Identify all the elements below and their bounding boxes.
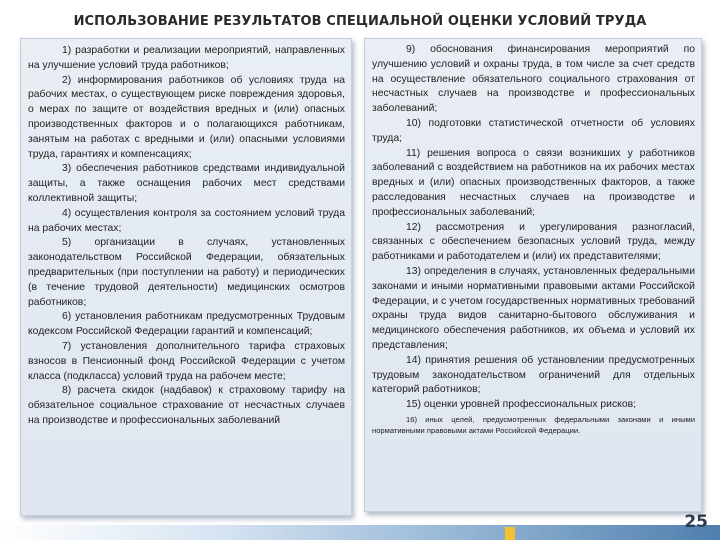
bottom-decor-bar	[0, 525, 720, 540]
list-item: 12) рассмотрения и урегулирования разногласий, связанных с обеспечением безопасных условий труда, между работниками и работодателем и (или) их представителями;	[372, 221, 695, 263]
left-text-panel	[20, 38, 352, 516]
right-text-panel	[364, 38, 702, 512]
list-item: 7) установления дополнительного тарифа страховых взносов в Пенсионный фонд Российской Федерации с учетом класса (подкласса) условий труда на рабочем месте;	[28, 340, 345, 382]
list-item: 11) решения вопроса о связи возникших у работников заболеваний с воздействием на работников на их рабочих местах вредных и (или) опасных производственных факторов, а также расследования несчастных случаев на производстве и профессиональных заболеваний;	[372, 147, 695, 218]
list-item: 13) определения в случаях, установленных федеральными законами и иными нормативными правовыми актами Российской Федерации, и с учетом государственных нормативных требований охраны труда видов санитарно-бытового обслуживания и медицинского обеспечения работников, их объема и условий их представления;	[372, 265, 695, 351]
page-number: 25	[684, 512, 708, 532]
list-item: 3) обеспечения работников средствами индивидуальной защиты, а также оснащения рабочих мест средствами коллективной защиты;	[28, 163, 345, 204]
list-item: 9) обоснования финансирования мероприятий по улучшению условий и охраны труда, в том числе за счет средств на осуществление обязательного социального страхования от несчастных случаев на производстве и профессиональных заболеваний;	[372, 44, 695, 115]
list-item: 5) организации в случаях, установленных законодательством Российской Федерации, обязательных предварительных (при поступлении на работу) и периодических (в течение трудовой деятельности) медицинских осмотров работников;	[28, 237, 345, 308]
list-item: 2) информирования работников об условиях труда на рабочих местах, о существующем риске повреждения здоровья, о мерах по защите от воздействия вредных и (или) опасных производственных факторов и о полагающихся работникам, занятым на работах с вредными и (или) опасными условиями труда, гарантиях и компенсациях;	[28, 74, 345, 160]
list-item: 14) принятия решения об установлении предусмотренных трудовым законодательством ограничений для отдельных категорий работников;	[372, 354, 695, 396]
list-item: 15) оценки уровней профессиональных рисков;	[406, 399, 637, 411]
list-item: 1) разработки и реализации мероприятий, направленных на улучшение условий труда работников;	[28, 45, 345, 71]
bottom-accent-block	[505, 527, 515, 540]
list-item: 4) осуществления контроля за состоянием условий труда на рабочих местах;	[28, 207, 345, 234]
page-title: ИСПОЛЬЗОВАНИЕ РЕЗУЛЬТАТОВ СПЕЦИАЛЬНОЙ ОЦЕНКИ УСЛОВИЙ ТРУДА	[73, 14, 647, 29]
footnote-item: 16) иных целей, предусмотренных федеральными законами и иными нормативными правовыми актами Российской Федерации.	[372, 414, 695, 435]
list-item: 6) установления работникам предусмотренных Трудовым кодексом Российской Федерации гарантий и компенсаций;	[28, 311, 345, 338]
list-item: 10) подготовки статистической отчетности об условиях труда;	[372, 117, 695, 144]
list-item: 8) расчета скидок (надбавок) к страховому тарифу на обязательное социальное страхование от несчастных случаев на производстве и профессиональных заболеваний	[28, 385, 345, 426]
